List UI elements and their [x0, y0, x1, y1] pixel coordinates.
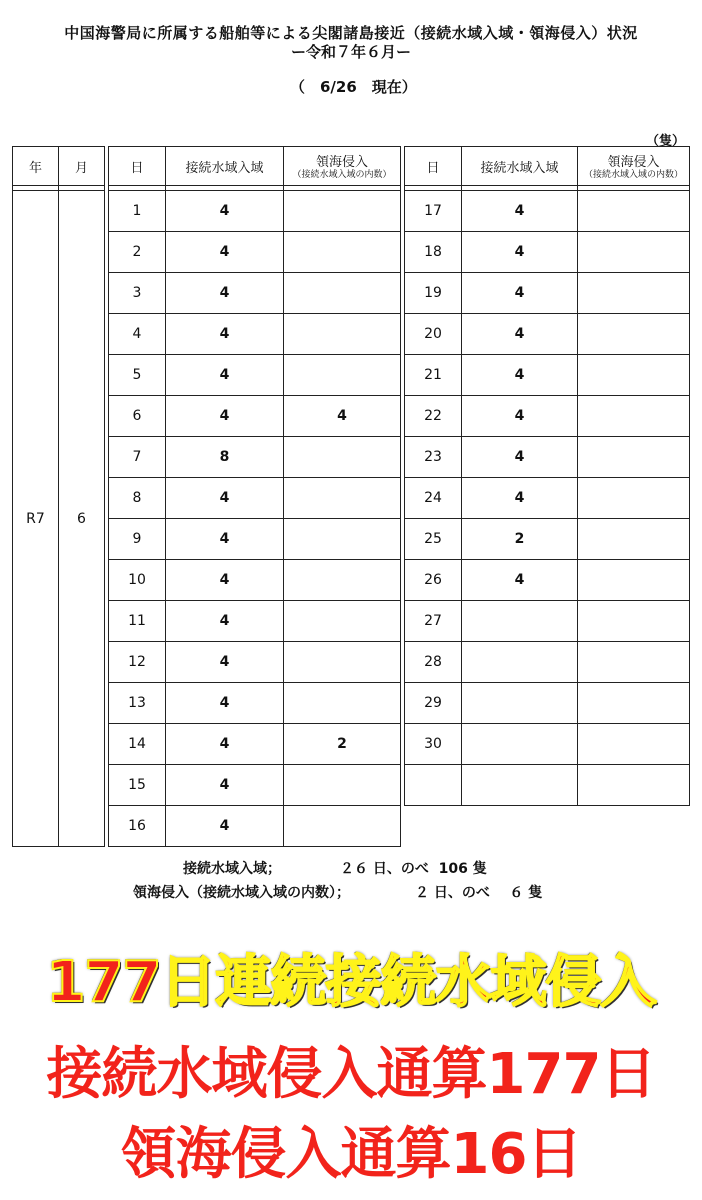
table-row: [13, 683, 690, 724]
day-cell: 6: [109, 396, 166, 437]
contiguous-cell: 4: [166, 355, 284, 396]
day-cell: 18: [405, 232, 462, 273]
table-row: [13, 273, 690, 314]
contiguous-cell: 2: [462, 519, 578, 560]
contiguous-cell: 4: [462, 232, 578, 273]
summary-territorial-value: ２ 日、のべ ６ 隻: [415, 885, 543, 901]
contiguous-cell: 4: [166, 478, 284, 519]
day-cell: 16: [109, 806, 166, 847]
header-territorial-sub: （接続水域入域の内数）: [583, 170, 683, 180]
year-cell: R7: [13, 191, 59, 847]
contiguous-cell: 4: [462, 273, 578, 314]
contiguous-cell: 4: [166, 191, 284, 232]
contiguous-cell: 4: [462, 191, 578, 232]
contiguous-cell: [462, 642, 578, 683]
day-cell: 15: [109, 765, 166, 806]
day-cell: 27: [405, 601, 462, 642]
unit-label: （隻）: [646, 134, 686, 149]
territorial-cell: [284, 642, 401, 683]
day-cell: 2: [109, 232, 166, 273]
table-row: [13, 519, 690, 560]
territorial-cell: [284, 519, 401, 560]
header-contiguous-left: 接続水域入域: [166, 147, 284, 186]
day-cell: 10: [109, 560, 166, 601]
day-cell: 9: [109, 519, 166, 560]
day-cell: 30: [405, 724, 462, 765]
territorial-cell: [578, 355, 690, 396]
day-cell: 19: [405, 273, 462, 314]
contiguous-cell: 4: [166, 519, 284, 560]
territorial-cell: [578, 191, 690, 232]
header-contiguous-right: 接続水域入域: [462, 147, 578, 186]
contiguous-cell: 4: [462, 314, 578, 355]
day-cell: 11: [109, 601, 166, 642]
territorial-cell: 4: [284, 396, 401, 437]
summary-contiguous-label: 接続水域入域；: [183, 861, 281, 877]
as-of-date: （ 6/26 現在）: [290, 78, 417, 96]
contiguous-cell: 4: [166, 560, 284, 601]
header-territorial-label: 領海侵入: [607, 155, 660, 170]
table-header-row: [13, 147, 690, 186]
territorial-cell: [578, 314, 690, 355]
territorial-cell: 2: [284, 724, 401, 765]
summary-contiguous-value: ２６ 日、のべ 106 隻: [340, 861, 487, 877]
header-day-left: 日: [109, 147, 166, 186]
contiguous-cell: 4: [462, 355, 578, 396]
contiguous-cell: [462, 765, 578, 806]
territorial-cell: [578, 683, 690, 724]
day-cell: 1: [109, 191, 166, 232]
day-cell: 20: [405, 314, 462, 355]
territorial-cell: [284, 437, 401, 478]
day-cell: 24: [405, 478, 462, 519]
territorial-cell: [284, 232, 401, 273]
header-territorial-label: 領海侵入: [315, 155, 368, 170]
contiguous-cell: [462, 601, 578, 642]
day-cell: 12: [109, 642, 166, 683]
table-row: [13, 560, 690, 601]
day-cell: 22: [405, 396, 462, 437]
table-row: [13, 724, 690, 765]
day-cell: 21: [405, 355, 462, 396]
contiguous-cell: 8: [166, 437, 284, 478]
table-row: [13, 806, 690, 847]
table-row: [13, 601, 690, 642]
territorial-cell: [284, 560, 401, 601]
territorial-cell: [578, 519, 690, 560]
contiguous-cell: 4: [166, 273, 284, 314]
daily-table: [12, 146, 690, 847]
territorial-cell: [284, 683, 401, 724]
table-row: [13, 232, 690, 273]
day-cell: 3: [109, 273, 166, 314]
header-territorial-sub: （接続水域入域の内数）: [292, 170, 392, 180]
contiguous-cell: 4: [462, 478, 578, 519]
table-row: [13, 314, 690, 355]
summary-territorial-label: 領海侵入（接続水域入域の内数）；: [133, 885, 350, 901]
contiguous-cell: 4: [166, 806, 284, 847]
contiguous-cell: 4: [166, 601, 284, 642]
territorial-cell: [284, 191, 401, 232]
day-cell: 25: [405, 519, 462, 560]
territorial-cell: [578, 273, 690, 314]
banner-territorial-total: 領海侵入通算16日: [120, 1122, 582, 1187]
contiguous-cell: 4: [166, 765, 284, 806]
territorial-cell: [578, 396, 690, 437]
empty-cell: [462, 806, 578, 847]
day-cell: 23: [405, 437, 462, 478]
territorial-cell: [578, 560, 690, 601]
day-cell: 4: [109, 314, 166, 355]
contiguous-cell: 4: [462, 396, 578, 437]
banner-contiguous-total: 接続水域侵入通算177日: [46, 1042, 656, 1107]
contiguous-cell: 4: [166, 724, 284, 765]
contiguous-cell: 4: [166, 232, 284, 273]
territorial-cell: [284, 806, 401, 847]
contiguous-cell: 4: [462, 437, 578, 478]
contiguous-cell: [462, 724, 578, 765]
day-cell: 29: [405, 683, 462, 724]
day-cell: [405, 765, 462, 806]
day-cell: 28: [405, 642, 462, 683]
empty-cell: [405, 806, 462, 847]
territorial-cell: [578, 478, 690, 519]
territorial-cell: [284, 601, 401, 642]
territorial-cell: [284, 478, 401, 519]
header-day-right: 日: [405, 147, 462, 186]
header-month: 月: [59, 147, 105, 186]
table-row: [13, 437, 690, 478]
territorial-cell: [578, 724, 690, 765]
contiguous-cell: 4: [166, 314, 284, 355]
territorial-cell: [578, 642, 690, 683]
document-subtitle: ー令和７年６月ー: [290, 43, 411, 61]
day-cell: 13: [109, 683, 166, 724]
contiguous-cell: [462, 683, 578, 724]
day-cell: 17: [405, 191, 462, 232]
territorial-cell: [578, 437, 690, 478]
territorial-cell: [284, 765, 401, 806]
territorial-cell: [578, 765, 690, 806]
table-row: [13, 355, 690, 396]
territorial-cell: [284, 314, 401, 355]
day-cell: 5: [109, 355, 166, 396]
territorial-cell: [578, 232, 690, 273]
document-title: 中国海警局に所属する船舶等による尖閣諸島接近（接続水域入域・領海侵入）状況: [64, 24, 638, 42]
table-row: [13, 478, 690, 519]
header-year: 年: [13, 147, 59, 186]
day-cell: 8: [109, 478, 166, 519]
territorial-cell: [578, 601, 690, 642]
header-territorial-right: [578, 147, 690, 186]
territorial-cell: [284, 273, 401, 314]
contiguous-cell: 4: [166, 642, 284, 683]
territorial-cell: [284, 355, 401, 396]
header-territorial-left: [284, 147, 401, 186]
day-cell: 14: [109, 724, 166, 765]
table-row: [13, 396, 690, 437]
table-row: [13, 642, 690, 683]
month-cell: 6: [59, 191, 105, 847]
day-cell: 7: [109, 437, 166, 478]
contiguous-cell: 4: [462, 560, 578, 601]
empty-cell: [578, 806, 690, 847]
table-row: [13, 191, 690, 232]
banner-consecutive-days: 177日連続接続水域侵入: [46, 950, 656, 1015]
contiguous-cell: 4: [166, 396, 284, 437]
day-cell: 26: [405, 560, 462, 601]
contiguous-cell: 4: [166, 683, 284, 724]
table-row: [13, 765, 690, 806]
table-body: [13, 147, 690, 847]
